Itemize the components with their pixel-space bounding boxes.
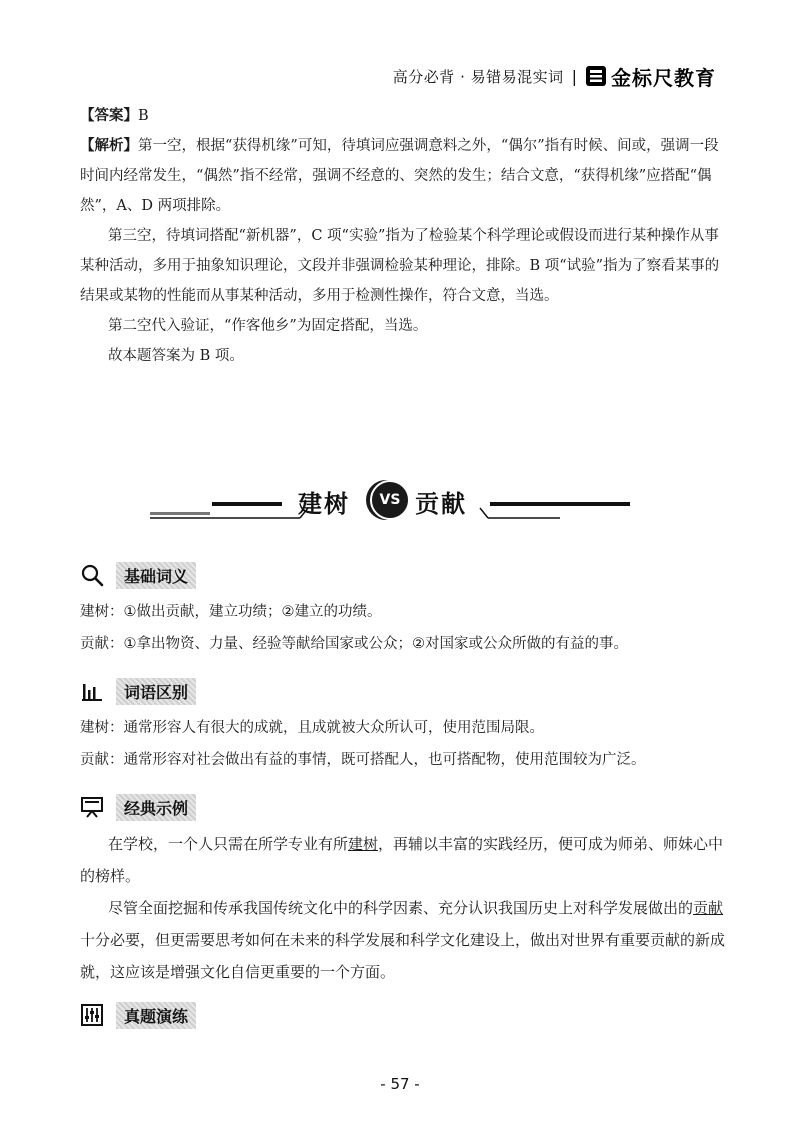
answer-block [80, 101, 720, 371]
analysis-paragraph-3: 第二空代入验证，“作客他乡”为固定搭配，当选。 [108, 318, 428, 334]
brand-name: 金标尺教育 [611, 65, 716, 90]
answer-line [80, 101, 720, 131]
section-classic-examples [80, 792, 730, 988]
section-title-difference: 词语区别 [116, 678, 196, 705]
series-title: 高分必背 · 易错易混实词 [392, 67, 564, 86]
example-1-before: 在学校，一个人只需在所学专业有所 [108, 835, 349, 853]
answer-value: B [138, 108, 149, 124]
analysis-paragraph-1 [80, 131, 720, 221]
difference-line-1: 建树：通常形容人有很大的成就，且成就被大众所认可，使用范围局限。 [80, 720, 544, 736]
section-head-difference [80, 676, 730, 706]
section-word-difference [80, 676, 730, 776]
answer-label: 【答案】 [80, 107, 138, 124]
section-title-basic: 基础词义 [116, 562, 196, 589]
analysis-text-1: 第一空，根据“获得机缘”可知，待填词应强调意料之外，“偶尔”指有时候、间或，强调一段时间内经常发生，“偶然”指不经常，强调不经意的、突然的发生；结合文意，“获得机缘”应搭配“偶然”，A、D 两项排除。 [80, 138, 719, 214]
brand-logo-icon [585, 65, 607, 87]
section-head-examples [80, 792, 730, 822]
example-2 [80, 892, 730, 988]
section-practice [80, 1000, 730, 1036]
word-left: 建树 [298, 489, 350, 518]
equalizer-icon [80, 1003, 104, 1027]
section-body-examples [80, 828, 730, 988]
basic-line-2: 贡献：①拿出物资、力量、经验等献给国家或公众；②对国家或公众所做的有益的事。 [80, 636, 628, 652]
section-title-examples: 经典示例 [116, 794, 196, 821]
section-head-practice [80, 1000, 730, 1030]
analysis-paragraph-4: 故本题答案为 B 项。 [108, 348, 244, 364]
section-basic-meaning [80, 560, 730, 660]
page-number: - 57 - [380, 1075, 420, 1093]
difference-line-2: 贡献：通常形容对社会做出有益的事情，既可搭配人，也可搭配物，使用范围较为广泛。 [80, 752, 646, 768]
analysis-label: 【解析】 [80, 137, 138, 154]
section-title-practice: 真题演练 [116, 1002, 196, 1029]
example-2-before: 尽管全面挖掘和传承我国传统文化中的科学因素、充分认识我国历史上对科学发展做出的 [108, 899, 694, 917]
example-1-keyword: 建树 [348, 835, 379, 853]
bar-chart-icon [80, 679, 104, 703]
word-right: 贡献 [415, 489, 467, 518]
brand [585, 62, 716, 91]
section-head-basic [80, 560, 730, 590]
section-body-basic [80, 596, 730, 660]
header-separator: | [571, 66, 577, 86]
analysis-paragraph-2: 第三空，待填词搭配“新机器”，C 项“实验”指为了检验某个科学理论或假设而进行某种操作从事某种活动，多用于抽象知识理论，文段并非强调检验某种理论，排除。B 项“试验”指为了察看某事的结果或某物的性能而从事某种活动，多用于检测性操作，符合文意，当选。 [80, 228, 720, 304]
section-body-difference [80, 712, 730, 776]
basic-line-1: 建树：①做出贡献，建立功绩；②建立的功绩。 [80, 604, 382, 620]
vs-badge: VS [370, 480, 410, 520]
magnifier-icon [80, 563, 104, 587]
example-1-after: ，再辅以丰富的实践经历，便可成为师弟、师妹心中的榜样。 [80, 835, 724, 885]
page-header [393, 62, 716, 90]
example-2-after: 十分必要，但更需要思考如何在未来的科学发展和科学文化建设上，做出对世界有重要贡献的新成就，这应该是增强文化自信更重要的一个方面。 [80, 931, 726, 981]
example-1 [80, 828, 730, 892]
presentation-board-icon [80, 795, 104, 819]
comparison-banner [150, 478, 640, 528]
example-2-keyword: 贡献 [693, 899, 724, 917]
